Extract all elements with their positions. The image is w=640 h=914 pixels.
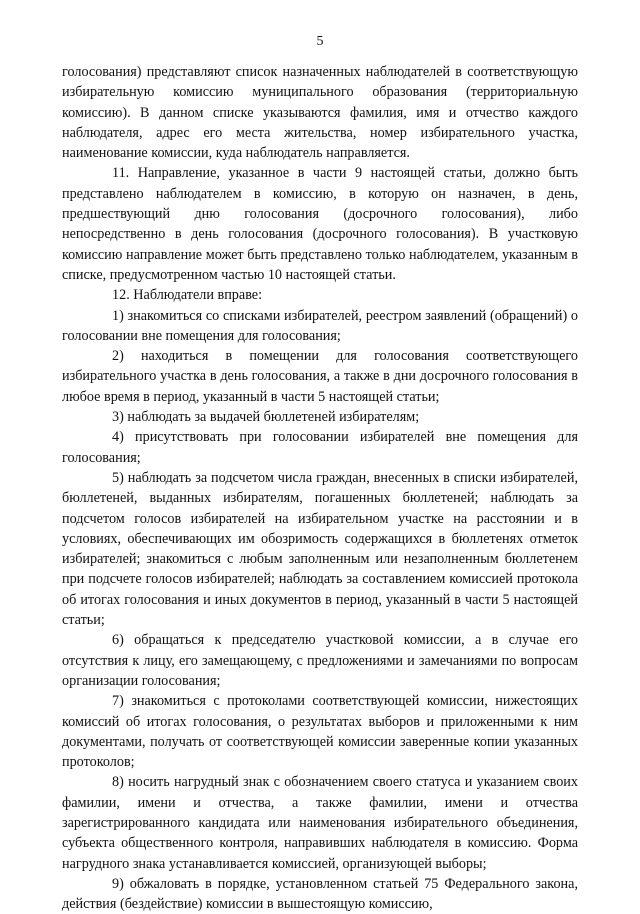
list-item-4: 4) присутствовать при голосовании избирателей вне помещения для голосования; <box>62 429 578 466</box>
list-item-3: 3) наблюдать за выдачей бюллетеней избирателям; <box>112 409 420 426</box>
list-item-7: 7) знакомиться с протоколами соответствующей комиссии, нижестоящих комиссий об итогах голосования, о результатах выборов и приложенными к ним документами, получать от соответствующей комиссии заверенные копии указанных протоколов; <box>62 693 578 771</box>
paragraph-part-11: 11. Направление, указанное в части 9 настоящей статьи, должно быть представлено наблюдателем в комиссию, в которую он назначен, в день, предшествующий дню голосования (досрочного голосования), либо непосредственно в день голосования (досрочного голосования). В участковую комиссию направление может быть представлено только наблюдателем, указанным в списке, предусмотренном частью 10 настоящей статьи. <box>62 165 578 283</box>
paragraph-continuation: голосования) представляют список назначенных наблюдателей в соответствующую избирательную комиссию муниципального образования (территориальную комиссию). В данном списке указываются фамилия, имя и отчество каждого наблюдателя, адрес его места жительства, номер избирательного участка, наименование комиссии, куда наблюдатель направляется. <box>62 64 578 162</box>
list-item-6: 6) обращаться к председателю участковой комиссии, а в случае его отсутствия к лицу, его замещающему, с предложениями и замечаниями по вопросам организации голосования; <box>62 632 578 689</box>
list-item-2: 2) находиться в помещении для голосования соответствующего избирательного участка в день голосования, а также в дни досрочного голосования в любое время в период, указанный в части 5 настоящей статьи; <box>62 348 578 405</box>
list-item-1: 1) знакомиться со списками избирателей, реестром заявлений (обращений) о голосовании вне помещения для голосования; <box>62 307 578 344</box>
paragraph-part-12: 12. Наблюдатели вправе: <box>112 287 263 304</box>
list-item-9: 9) обжаловать в порядке, установленном статьей 75 Федерального закона, действия (бездействие) комиссии в вышестоящую комиссию, <box>62 875 578 913</box>
list-item-8: 8) носить нагрудный знак с обозначением своего статуса и указанием своих фамилии, имени и отчества, а также фамилии, имени и отчества зарегистрированного кандидата или наименования избирательного объединения, субъекта общественного контроля, направивших наблюдателя в комиссию. Форма нагрудного знака устанавливается комиссией, организующей выборы; <box>62 774 578 872</box>
list-item-5: 5) наблюдать за подсчетом числа граждан, внесенных в списки избирателей, бюллетеней, выданных избирателям, погашенных бюллетеней; наблюдать за подсчетом голосов избирателей на избирательном участке на расстоянии и в условиях, обеспечивающих им обозримость содержащихся в бюллетенях отметок избирателей; знакомиться с любым заполненным или незаполненным бюллетенем при подсчете голосов избирателей; наблюдать за составлением комиссией протокола об итогах голосования и иных документов в период, указанный в части 5 настоящей статьи; <box>62 469 578 629</box>
page-number: 5 <box>316 34 324 49</box>
document-body <box>62 62 578 914</box>
